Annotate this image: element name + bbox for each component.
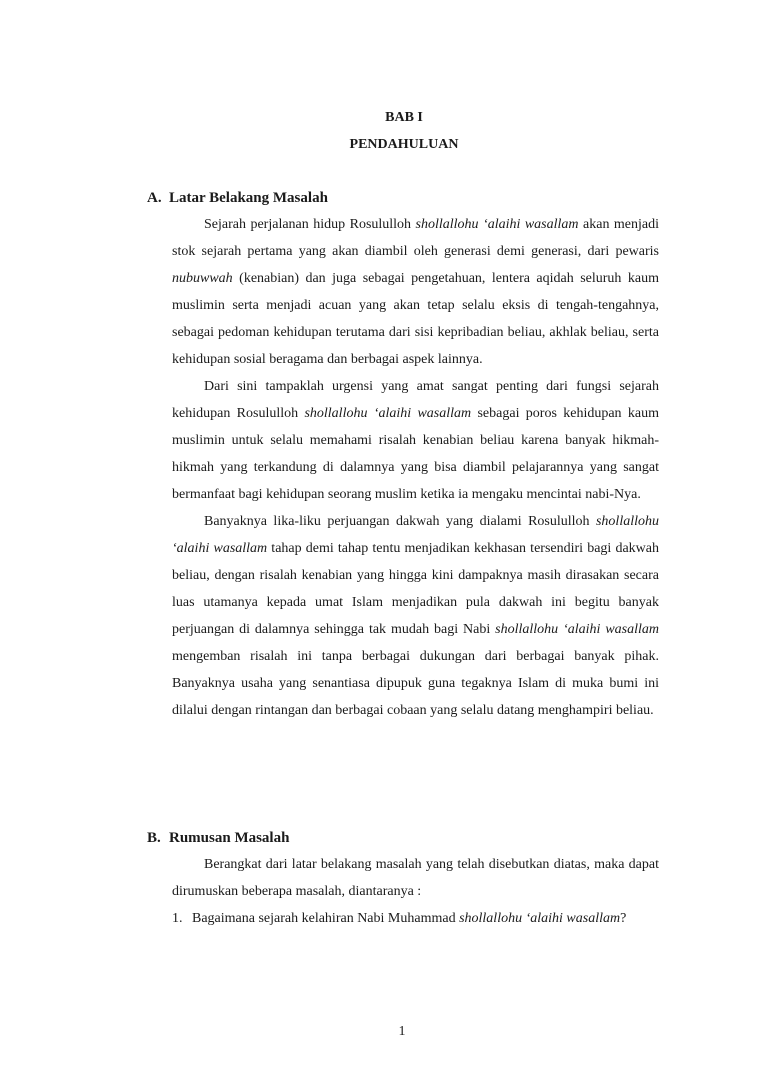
chapter-label: BAB I bbox=[385, 110, 423, 125]
section-a-heading bbox=[147, 190, 328, 207]
section-b-heading bbox=[147, 830, 289, 847]
problem-list bbox=[172, 905, 659, 932]
section-b-title: Rumusan Masalah bbox=[169, 830, 290, 846]
section-a-title: Latar Belakang Masalah bbox=[169, 190, 328, 206]
section-a-body bbox=[172, 211, 659, 724]
list-number: 1. bbox=[172, 911, 183, 926]
paragraph: Sejarah perjalanan hidup Rosululloh shollallohu ‘alaihi wasallam akan menjadi stok sejarah pertama yang akan diambil oleh generasi demi generasi, dari pewaris nubuwwah (kenabian) dan juga sebagai pengetahuan, lentera aqidah seluruh kaum muslimin serta menjadi acuan yang akan tetap selalu eksis di tengah-tengahnya, sebagai pedoman kehidupan terutama dari sisi kepribadian beliau, akhlak beliau, serta kehidupan sosial beragama dan berbagai aspek lainnya. bbox=[172, 217, 660, 367]
page-number: 1 bbox=[398, 1024, 406, 1039]
section-a-letter: A. bbox=[147, 190, 162, 206]
paragraph: Banyaknya lika-liku perjuangan dakwah yang dialami Rosululloh shollallohu ‘alaihi wasallam tahap demi tahap tentu menjadikan kekhasan tersendiri bagi dakwah beliau, dengan risalah kenabian yang hingga kini dampaknya masih dirasakan secara luas utamanya kepada umat Islam menjadikan pula dakwah ini begitu banyak perjuangan di dalamnya sehingga tak mudah bagi Nabi shollallohu ‘alaihi wasallam mengemban risalah ini tanpa berbagai dukungan dari berbagai banyak pihak. Banyaknya usaha yang senantiasa dipupuk guna tegaknya Islam di muka bumi ini dilalui dengan rintangan dan berbagai cobaan yang selalu datang menghampiri beliau. bbox=[172, 514, 660, 718]
list-item: 1. Bagaimana sejarah kelahiran Nabi Muhammad shollallohu ‘alaihi wasallam? bbox=[172, 905, 659, 932]
section-b-letter: B. bbox=[147, 830, 161, 846]
paragraph: Berangkat dari latar belakang masalah yang telah disebutkan diatas, maka dapat dirumuskan beberapa masalah, diantaranya : bbox=[172, 857, 659, 899]
chapter-title: PENDAHULUAN bbox=[349, 137, 459, 152]
paragraph: Dari sini tampaklah urgensi yang amat sangat penting dari fungsi sejarah kehidupan Rosululloh shollallohu ‘alaihi wasallam sebagai poros kehidupan kaum muslimin untuk selalu memahami risalah kenabian beliau karena banyak hikmah-hikmah yang terkandung di dalamnya yang bisa diambil pelajarannya yang sangat bermanfaat bagi kehidupan seorang muslim ketika ia mengaku mencintai nabi-Nya. bbox=[172, 379, 659, 502]
section-b-body bbox=[172, 851, 659, 905]
